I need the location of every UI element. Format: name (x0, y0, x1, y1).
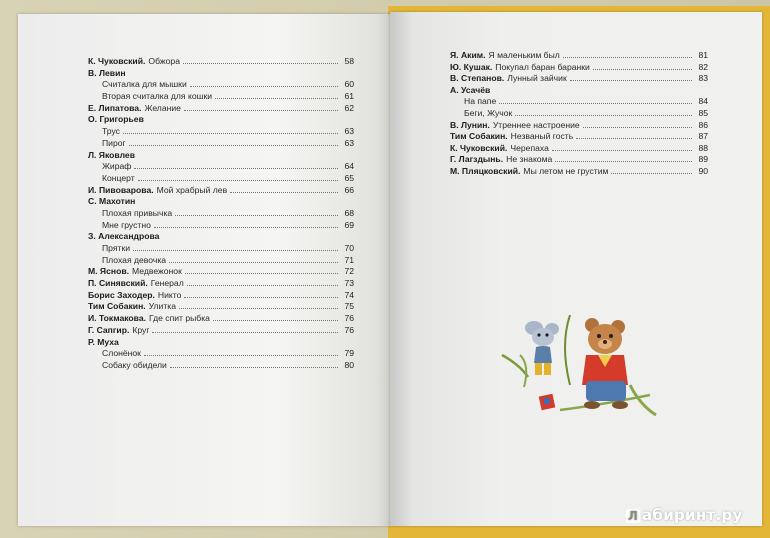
toc-row (88, 196, 354, 208)
table-of-contents-left (88, 56, 354, 372)
toc-author: К. Чуковский. (450, 142, 508, 153)
toc-row (88, 173, 354, 185)
toc-page-number: 63 (344, 137, 354, 148)
toc-page-number: 72 (344, 266, 354, 277)
toc-entry (88, 208, 354, 220)
toc-row (450, 50, 708, 62)
toc-entry (88, 161, 354, 173)
toc-row (88, 208, 354, 220)
toc-page-number: 62 (344, 102, 354, 113)
toc-page-number: 75 (344, 301, 354, 312)
toc-page-number: 85 (698, 107, 708, 118)
toc-title: Вторая считалка для кошки (102, 91, 213, 102)
toc-page-number: 87 (698, 131, 708, 142)
toc-title: Прятки (102, 243, 131, 253)
mouse-leg (535, 363, 542, 375)
bear-pants (586, 381, 626, 401)
grass-stem (565, 315, 570, 385)
toc-entry (88, 138, 354, 150)
toc-author: Ю. Кушак. (450, 61, 493, 72)
toc-author: И. Токмакова. (88, 313, 147, 324)
toc-title: Желание (144, 102, 181, 113)
toc-title: Никто (157, 289, 182, 300)
toc-page-number: 83 (698, 73, 708, 84)
toc-leader-dots (169, 262, 338, 263)
toc-leader-dots (123, 133, 338, 134)
toc-row (450, 166, 708, 178)
toc-title: Генерал (150, 278, 184, 289)
toc-page-number: 61 (344, 91, 354, 102)
bear-foot (584, 401, 600, 409)
toc-entry (450, 85, 708, 97)
toc-page-number: 71 (344, 254, 354, 265)
toy-cube-face (543, 397, 550, 404)
mouse-eye (545, 333, 548, 336)
watermark-text: абиринт.ру (642, 506, 743, 524)
toc-row (88, 68, 354, 80)
toc-leader-dots (184, 110, 338, 111)
toc-title: Круг (132, 324, 150, 335)
toc-entry (88, 231, 354, 243)
toc-leader-dots (183, 63, 338, 64)
toc-row (88, 243, 354, 255)
toc-entry (450, 50, 708, 62)
right-page (390, 12, 762, 526)
grass-stem (502, 355, 528, 377)
toc-title: Медвежонок (132, 266, 182, 277)
toc-entry (88, 348, 354, 360)
toc-row (88, 231, 354, 243)
toc-row (88, 255, 354, 267)
toc-leader-dots (134, 168, 338, 169)
toc-entry (88, 103, 354, 115)
toc-leader-dots (184, 297, 338, 298)
toc-leader-dots (583, 127, 692, 128)
toc-row (88, 278, 354, 290)
toc-page-number: 88 (698, 142, 708, 153)
toc-entry (88, 126, 354, 138)
toc-row (88, 56, 354, 68)
toc-row (88, 220, 354, 232)
toc-author: Тим Собакин. (450, 131, 508, 142)
toc-title: Плохая привычка (102, 207, 173, 218)
toc-row (450, 131, 708, 143)
toc-page-number: 69 (344, 219, 354, 230)
toc-page-number: 80 (344, 359, 354, 370)
toc-page-number: 76 (344, 324, 354, 335)
toc-leader-dots (154, 227, 338, 228)
toc-entry (88, 278, 354, 290)
toc-entry (88, 360, 354, 372)
toc-title: Трус (102, 126, 120, 137)
left-page (18, 14, 390, 526)
toc-row (88, 114, 354, 126)
toc-row (88, 79, 354, 91)
toc-title: Беги, Жучок (464, 107, 513, 118)
toc-row (88, 301, 354, 313)
toc-author: П. Синявский. (88, 278, 148, 289)
toc-entry (450, 166, 708, 178)
toc-leader-dots (152, 332, 338, 333)
toc-entry (88, 91, 354, 103)
toc-page-number: 86 (698, 119, 708, 130)
toc-author: В. Левин (88, 67, 126, 78)
toc-row (88, 266, 354, 278)
toc-author: В. Степанов. (450, 73, 505, 84)
toc-title: Где спит рыбка (149, 313, 210, 324)
toc-author: В. Лунин. (450, 119, 490, 130)
toc-entry (450, 108, 708, 120)
toc-entry (88, 196, 354, 208)
toc-leader-dots (190, 86, 338, 87)
mouse-head (532, 328, 554, 346)
mouse-and-bear-illustration (500, 315, 660, 425)
toc-page-number: 81 (698, 50, 708, 60)
toc-author: О. Григорьев (88, 114, 144, 125)
toc-entry (450, 62, 708, 74)
toc-entry (450, 96, 708, 108)
toc-row (88, 290, 354, 302)
toc-leader-dots (215, 98, 338, 99)
toc-title: Собаку обидели (102, 359, 167, 370)
toc-leader-dots (144, 355, 338, 356)
toc-leader-dots (611, 173, 692, 174)
toc-row (450, 85, 708, 97)
toc-title: Плохая девочка (102, 254, 167, 265)
toc-entry (450, 120, 708, 132)
toc-title: Не знакома (506, 154, 553, 165)
toc-title: Я маленьким был (488, 50, 560, 60)
toc-row (88, 337, 354, 349)
toc-leader-dots (593, 69, 692, 70)
toc-page-number: 63 (344, 126, 354, 137)
toc-title: Слонёнок (102, 348, 141, 359)
toc-leader-dots (563, 57, 692, 58)
toc-row (450, 154, 708, 166)
toc-author: Л. Яковлев (88, 149, 135, 160)
toc-title: Покупал баран баранки (495, 61, 590, 72)
toc-row (88, 126, 354, 138)
toc-entry (88, 68, 354, 80)
toc-entry (450, 154, 708, 166)
toc-title: На папе (464, 96, 497, 107)
toc-row (450, 143, 708, 155)
toc-leader-dots (555, 161, 692, 162)
toc-title: Обжора (148, 56, 180, 66)
toc-page-number: 74 (344, 289, 354, 300)
toc-page-number: 79 (344, 348, 354, 359)
toc-author: Я. Аким. (450, 50, 486, 60)
toc-title: Жираф (102, 161, 132, 172)
toc-row (88, 185, 354, 197)
mouse-body (534, 346, 552, 363)
toc-entry (88, 266, 354, 278)
toc-page-number: 68 (344, 207, 354, 218)
toc-title: Лунный зайчик (507, 73, 567, 84)
toc-entry (450, 73, 708, 85)
toc-row (88, 161, 354, 173)
toc-page-number: 65 (344, 172, 354, 183)
toc-author: Тим Собакин. (88, 301, 146, 312)
toc-entry (88, 337, 354, 349)
toc-row (450, 73, 708, 85)
toc-page-number: 73 (344, 278, 354, 289)
toc-entry (88, 313, 354, 325)
bear-eye (597, 334, 601, 338)
toc-leader-dots (129, 145, 338, 146)
toc-page-number: 76 (344, 313, 354, 324)
toc-page-number: 58 (344, 56, 354, 66)
toc-page-number: 70 (344, 243, 354, 253)
toc-leader-dots (179, 308, 338, 309)
toc-leader-dots (187, 285, 338, 286)
toc-leader-dots (213, 320, 338, 321)
toc-author: М. Яснов. (88, 266, 130, 277)
toc-title: Мой храбрый лев (156, 184, 228, 195)
toc-page-number: 84 (698, 96, 708, 107)
toc-row (88, 360, 354, 372)
toc-page-number: 64 (344, 161, 354, 172)
toc-leader-dots (138, 180, 338, 181)
toc-author: Е. Липатова. (88, 102, 142, 113)
toc-entry (88, 255, 354, 267)
toc-row (450, 120, 708, 132)
toc-title: Пирог (102, 137, 126, 148)
toc-title: Улитка (148, 301, 177, 312)
toc-author: М. Пляцковский. (450, 165, 521, 176)
toc-page-number: 90 (698, 165, 708, 176)
toc-title: Утреннее настроение (492, 119, 580, 130)
toc-entry (88, 325, 354, 337)
toc-author: Г. Лагздынь. (450, 154, 504, 165)
toc-author: З. Александрова (88, 231, 160, 242)
toc-entry (88, 173, 354, 185)
toc-author: С. Махотин (88, 196, 136, 207)
toc-entry (450, 143, 708, 155)
toc-row (88, 325, 354, 337)
toc-author: Р. Муха (88, 336, 119, 347)
labirint-logo-icon: Л (627, 509, 639, 523)
table-of-contents-right (450, 50, 708, 178)
toc-leader-dots (230, 192, 338, 193)
toc-title: Мне грустно (102, 219, 151, 230)
toc-author: А. Усачёв (450, 84, 491, 95)
toc-entry (88, 79, 354, 91)
bear-foot (612, 401, 628, 409)
toc-row (88, 150, 354, 162)
toc-entry (88, 301, 354, 313)
toc-row (450, 108, 708, 120)
toc-author: И. Пивоварова. (88, 184, 154, 195)
toc-entry (88, 150, 354, 162)
toc-row (88, 91, 354, 103)
toc-leader-dots (499, 103, 692, 104)
toc-leader-dots (515, 115, 692, 116)
toc-entry (88, 185, 354, 197)
toc-author: К. Чуковский. (88, 56, 146, 66)
toc-entry (450, 131, 708, 143)
toc-leader-dots (576, 138, 692, 139)
toc-row (88, 348, 354, 360)
grass-leaf (630, 385, 656, 415)
toc-entry (88, 56, 354, 68)
toc-row (88, 138, 354, 150)
toc-page-number: 60 (344, 79, 354, 90)
toc-entry (88, 114, 354, 126)
toc-title: Мы летом не грустим (523, 165, 609, 176)
toc-author: Г. Сапгир. (88, 324, 130, 335)
toc-row (88, 103, 354, 115)
toc-title: Незваный гость (510, 131, 574, 142)
toc-author: Борис Заходер. (88, 289, 155, 300)
toc-leader-dots (133, 250, 338, 251)
toc-page-number: 82 (698, 61, 708, 72)
toc-leader-dots (552, 150, 692, 151)
toc-row (88, 313, 354, 325)
bear-eye (609, 334, 613, 338)
toc-title: Черепаха (510, 142, 549, 153)
toc-entry (88, 220, 354, 232)
toc-title: Считалка для мышки (102, 79, 187, 90)
toc-entry (88, 290, 354, 302)
labirint-watermark (626, 506, 743, 524)
toc-page-number: 89 (698, 154, 708, 165)
bear-nose (603, 340, 607, 344)
toc-title: Концерт (102, 172, 135, 183)
toc-entry (88, 243, 354, 255)
toc-leader-dots (570, 80, 692, 81)
toc-row (450, 96, 708, 108)
toc-row (450, 62, 708, 74)
toc-leader-dots (170, 367, 338, 368)
toc-leader-dots (175, 215, 338, 216)
toc-page-number: 66 (344, 184, 354, 195)
mouse-eye (537, 333, 540, 336)
toc-leader-dots (185, 273, 338, 274)
mouse-leg (544, 363, 551, 375)
